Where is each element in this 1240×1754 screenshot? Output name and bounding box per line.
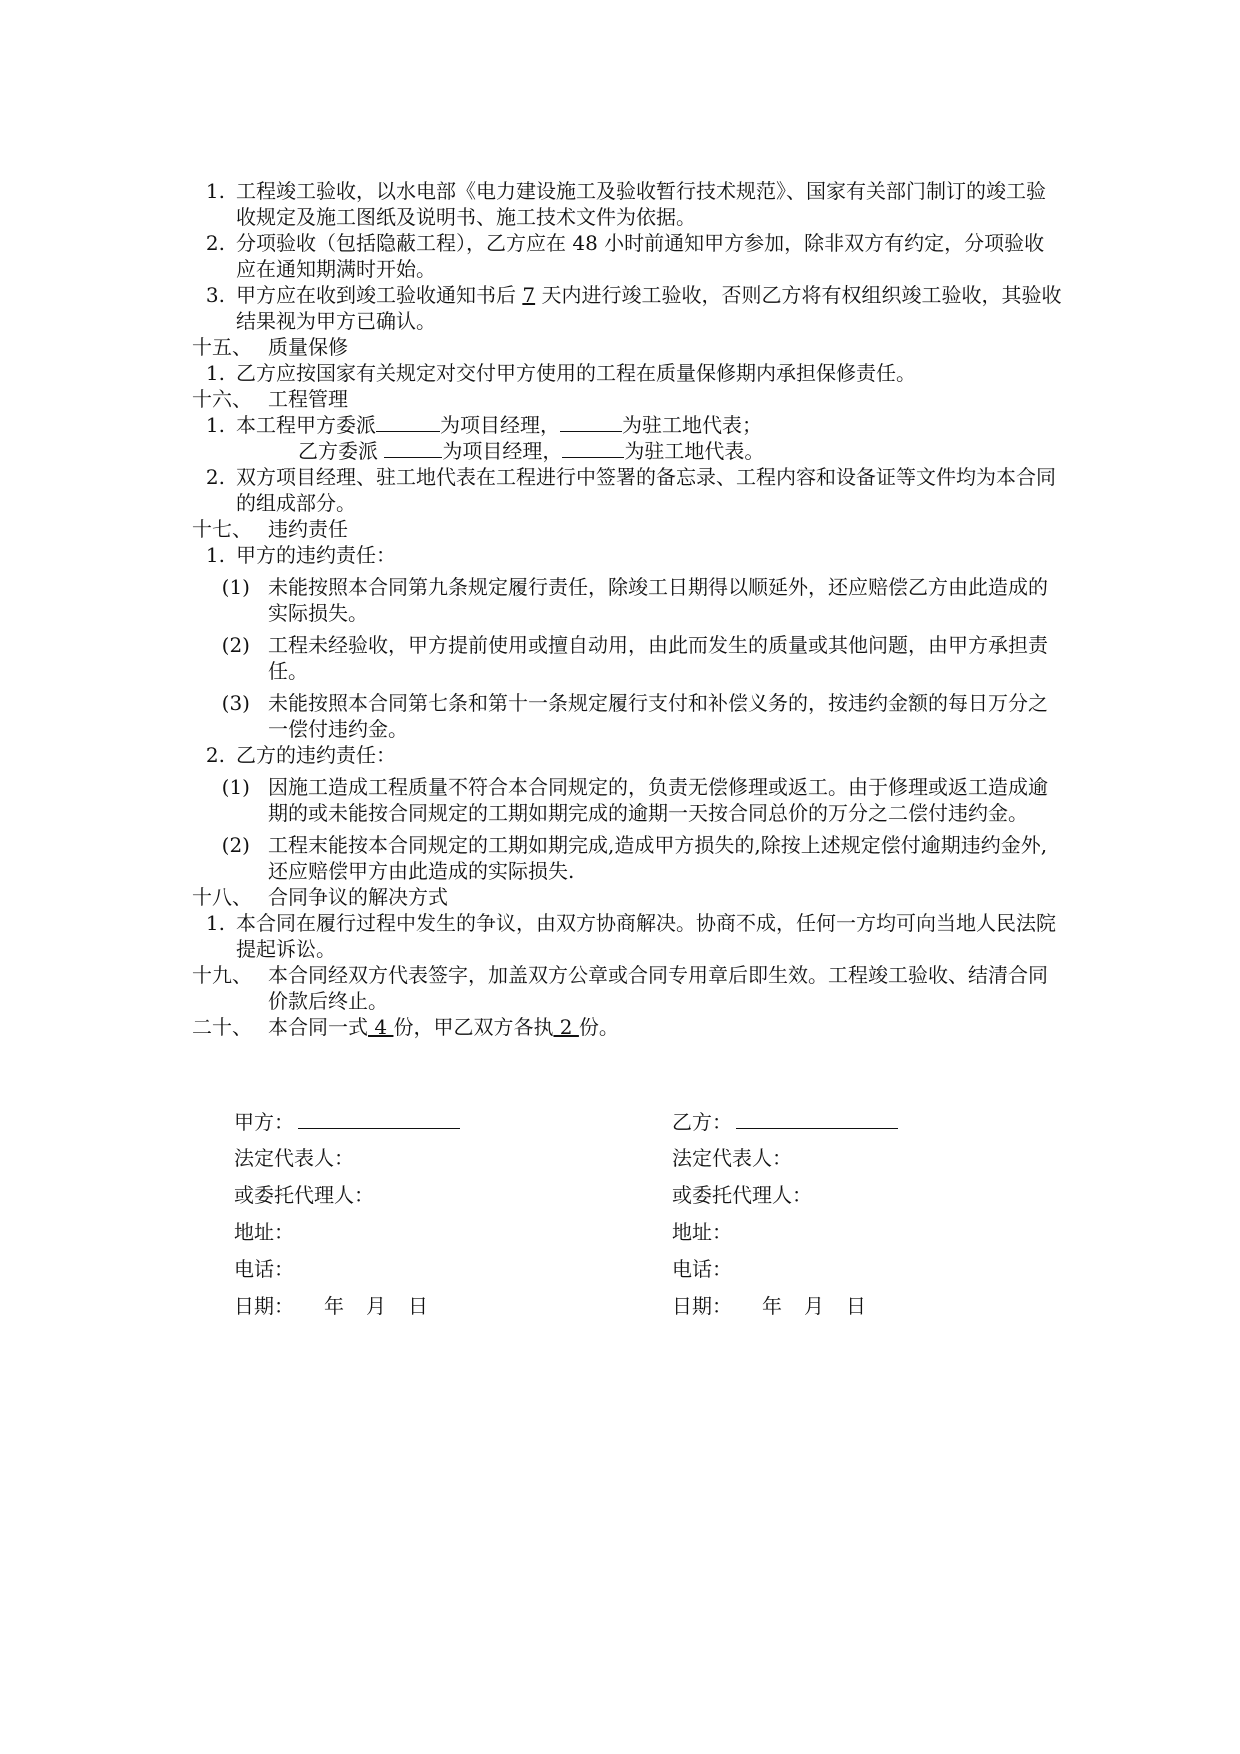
rep-blank-a [560, 413, 622, 432]
party-b-label: 乙方： [672, 1110, 732, 1134]
section-16-item-1 [192, 412, 1062, 438]
item-text: 甲方应在收到竣工验收通知书后 7 天内进行竣工验收，否则乙方将有权组织竣工验收，其验收结果视为甲方已确认。 [236, 283, 1062, 333]
section-17-item-2-sub-1 [192, 774, 1062, 826]
section-number: 十八、 [192, 885, 252, 909]
sub-item-text: 未能按照本合同第七条和第十一条规定履行支付和补偿义务的，按违约金额的每日万分之一偿付违约金。 [268, 691, 1048, 741]
legal-rep-a: 法定代表人： [234, 1146, 354, 1170]
section-title: 合同争议的解决方式 [268, 885, 448, 909]
party-a-line [234, 1108, 634, 1145]
phone-b: 电话： [672, 1257, 732, 1281]
agent-b: 或委托代理人： [672, 1183, 812, 1207]
section-17-item-2-sub-2 [192, 832, 1062, 884]
day-label: 日 [846, 1294, 866, 1318]
section-title: 工程管理 [268, 387, 348, 411]
section-20 [192, 1014, 1062, 1040]
section-number: 十六、 [192, 387, 252, 411]
item-text: 分项验收（包括隐蔽工程），乙方应在 48 小时前通知甲方参加，除非双方有约定，分项验收应在通知期满时开始。 [236, 231, 1045, 281]
section-16-item-1-line-2 [192, 438, 1062, 464]
sub-item-number: (2) [221, 833, 250, 857]
item-text: 双方项目经理、驻工地代表在工程进行中签署的备忘录、工程内容和设备证等文件均为本合同的组成部分。 [236, 465, 1056, 515]
item-number: 1. [205, 361, 225, 385]
item-number: 1. [205, 543, 225, 567]
section-number: 十九、 [192, 963, 252, 987]
section-title: 质量保修 [268, 335, 348, 359]
acceptance-item-2 [192, 230, 1062, 282]
signature-block-party-b [672, 1108, 1072, 1330]
sub-item-number: (1) [221, 775, 250, 799]
item-number: 2. [205, 743, 225, 767]
sub-item-text: 未能按照本合同第九条规定履行责任，除竣工日期得以顺延外，还应赔偿乙方由此造成的实际损失。 [268, 575, 1048, 625]
item-text: 乙方委派 为项目经理， 为驻工地代表。 [298, 439, 765, 463]
rep-blank-b [562, 439, 624, 458]
signature-block-party-a [234, 1108, 634, 1330]
acceptance-item-1 [192, 178, 1062, 230]
section-15-item-1 [192, 360, 1062, 386]
party-b-line [672, 1108, 1072, 1145]
sub-item-text: 工程未经验收，甲方提前使用或擅自动用，由此而发生的质量或其他问题，由甲方承担责任。 [268, 633, 1048, 683]
section-19 [192, 962, 1062, 1014]
date-a [234, 1293, 634, 1330]
pm-blank-a [376, 413, 440, 432]
item-number: 2. [205, 231, 225, 255]
sub-item-number: (2) [221, 633, 250, 657]
section-text: 本合同一式 4 份，甲乙双方各执 2 份。 [268, 1015, 619, 1039]
item-text: 本工程甲方委派 为项目经理， 为驻工地代表； [236, 413, 762, 437]
item-text: 工程竣工验收，以水电部《电力建设施工及验收暂行技术规范》、国家有关部门制订的竣工验收规定及施工图纸及说明书、施工技术文件为依据。 [236, 179, 1046, 229]
section-18-heading [192, 884, 1062, 910]
phone-a: 电话： [234, 1257, 294, 1281]
item-number: 2. [205, 465, 225, 489]
section-17-item-1-sub-3 [192, 690, 1062, 742]
section-16-heading [192, 386, 1062, 412]
item-text: 本合同在履行过程中发生的争议，由双方协商解决。协商不成，任何一方均可向当地人民法院提起诉讼。 [236, 911, 1056, 961]
section-17-item-1-sub-1 [192, 574, 1062, 626]
section-15-heading [192, 334, 1062, 360]
pm-blank-b [384, 439, 442, 458]
section-17-item-2 [192, 742, 1062, 768]
address-a: 地址： [234, 1220, 294, 1244]
item-number: 1. [205, 911, 225, 935]
address-b: 地址： [672, 1220, 732, 1244]
item-number: 1. [205, 179, 225, 203]
section-number: 二十、 [192, 1015, 252, 1039]
agent-a: 或委托代理人： [234, 1183, 374, 1207]
day-label: 日 [408, 1294, 428, 1318]
party-a-blank [298, 1108, 460, 1129]
sub-item-text: 工程末能按本合同规定的工期如期完成,造成甲方损失的,除按上述规定偿付逾期违约金外,还应赔偿甲方由此造成的实际损失. [268, 833, 1048, 883]
section-18-item-1 [192, 910, 1062, 962]
section-16-item-2 [192, 464, 1062, 516]
contract-body [192, 178, 1062, 1040]
month-label: 月 [366, 1294, 386, 1318]
acceptance-item-3 [192, 282, 1062, 334]
sub-item-number: (3) [221, 691, 250, 715]
section-number: 十七、 [192, 517, 252, 541]
party-a-label: 甲方： [234, 1110, 294, 1134]
date-label: 日期： [672, 1294, 732, 1318]
copies-each: 2 [553, 1015, 579, 1039]
item-text: 乙方的违约责任： [236, 743, 396, 767]
section-number: 十五、 [192, 335, 252, 359]
party-b-blank [736, 1108, 898, 1129]
section-17-item-1-sub-2 [192, 632, 1062, 684]
days-value: 7 [522, 283, 536, 307]
section-17-item-1 [192, 542, 1062, 568]
date-b [672, 1293, 1072, 1330]
item-number: 3. [205, 283, 225, 307]
section-title: 违约责任 [268, 517, 348, 541]
sub-item-number: (1) [221, 575, 250, 599]
legal-rep-b: 法定代表人： [672, 1146, 792, 1170]
item-number: 1. [205, 413, 225, 437]
section-text: 本合同经双方代表签字，加盖双方公章或合同专用章后即生效。工程竣工验收、结清合同价款后终止。 [268, 963, 1048, 1013]
copies-total: 4 [368, 1015, 394, 1039]
item-text: 甲方的违约责任： [236, 543, 396, 567]
section-17-heading [192, 516, 1062, 542]
date-label: 日期： [234, 1294, 294, 1318]
month-label: 月 [804, 1294, 824, 1318]
year-label: 年 [762, 1294, 782, 1318]
year-label: 年 [324, 1294, 344, 1318]
item-text: 乙方应按国家有关规定对交付甲方使用的工程在质量保修期内承担保修责任。 [236, 361, 916, 385]
sub-item-text: 因施工造成工程质量不符合本合同规定的，负责无偿修理或返工。由于修理或返工造成逾期的或未能按合同规定的工期如期完成的逾期一天按合同总价的万分之二偿付违约金。 [268, 775, 1048, 825]
